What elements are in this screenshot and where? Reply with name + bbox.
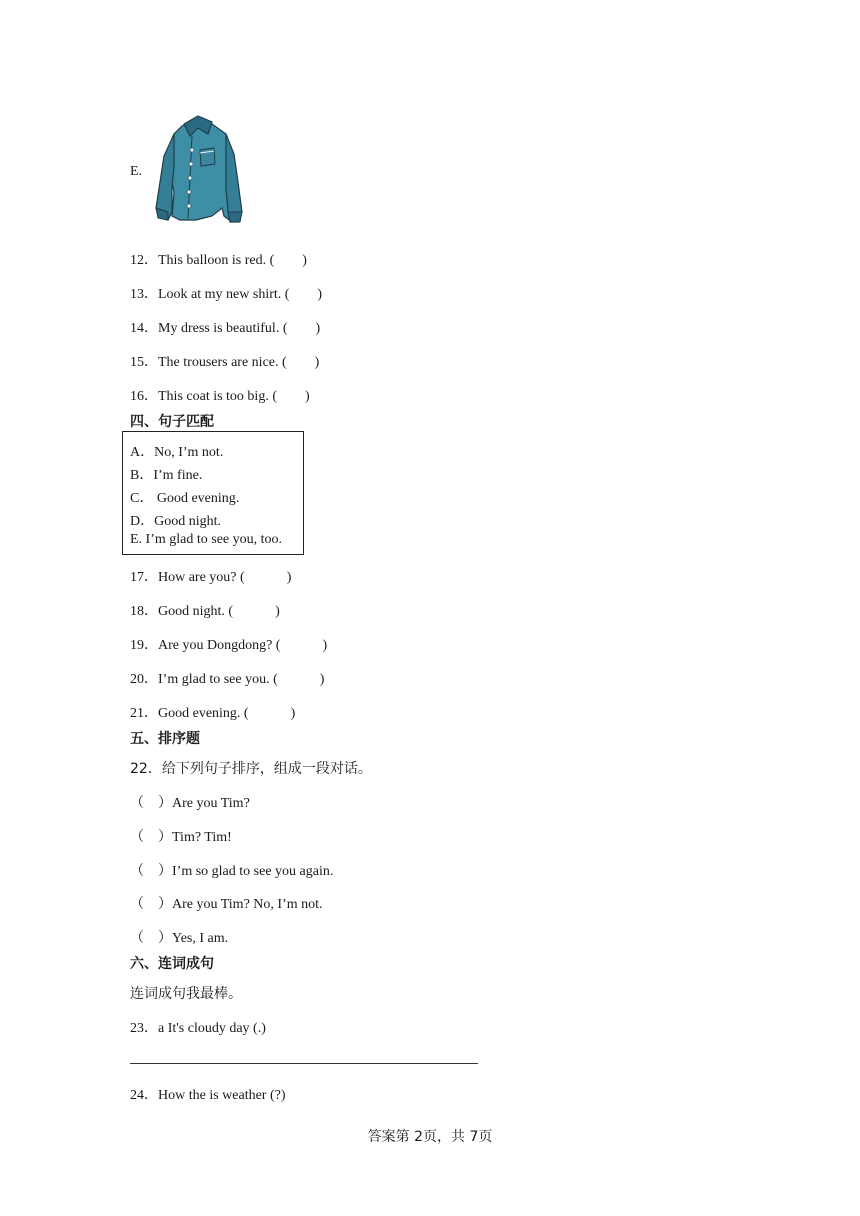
question-item: 23．a It's cloudy day (.): [130, 1021, 266, 1036]
option-line: C． Good evening.: [130, 491, 240, 506]
page-footer: 答案第 2页，共 7页: [367, 1129, 493, 1145]
section-title: 五、排序题: [130, 731, 200, 747]
section-title: 六、连词成句: [130, 956, 214, 972]
option-line: E. I’m glad to see you, too.: [130, 532, 283, 547]
answer-line[interactable]: [130, 1063, 478, 1064]
question-item: 13．Look at my new shirt. ( ): [130, 287, 323, 302]
order-item: （ ）Are you Tim? No, I’m not.: [130, 896, 323, 912]
question-item: 24．How the is weather (?): [130, 1088, 286, 1103]
option-line: D．Good night.: [130, 514, 221, 529]
question-item: 14．My dress is beautiful. ( ): [130, 321, 321, 336]
option-e-label: E.: [130, 164, 143, 179]
order-item: （ ）Are you Tim?: [130, 795, 250, 811]
question-item: 12．This balloon is red. ( ): [130, 253, 307, 268]
section-title: 四、句子匹配: [130, 414, 214, 430]
question-item: 16．This coat is too big. ( ): [130, 389, 310, 404]
question-item: 21．Good evening. ( ): [130, 706, 296, 721]
options-box: [122, 431, 304, 555]
question-item: 18．Good night. ( ): [130, 604, 280, 619]
question-item: 17．How are you? ( ): [130, 570, 292, 585]
order-item: （ ）Yes, I am.: [130, 930, 229, 946]
question-item: 19．Are you Dongdong? ( ): [130, 638, 328, 653]
question-item: 15．The trousers are nice. ( ): [130, 355, 320, 370]
shirt-image: [152, 112, 244, 230]
option-line: B．I’m fine.: [130, 468, 203, 483]
order-item: （ ）Tim? Tim!: [130, 829, 232, 845]
order-item: （ ）I’m so glad to see you again.: [130, 863, 334, 879]
question-instruction: 22．给下列句子排序，组成一段对话。: [130, 761, 372, 777]
question-instruction: 连词成句我最棒。: [130, 986, 242, 1002]
question-item: 20．I’m glad to see you. ( ): [130, 672, 325, 687]
option-line: A．No, I’m not.: [130, 445, 224, 460]
